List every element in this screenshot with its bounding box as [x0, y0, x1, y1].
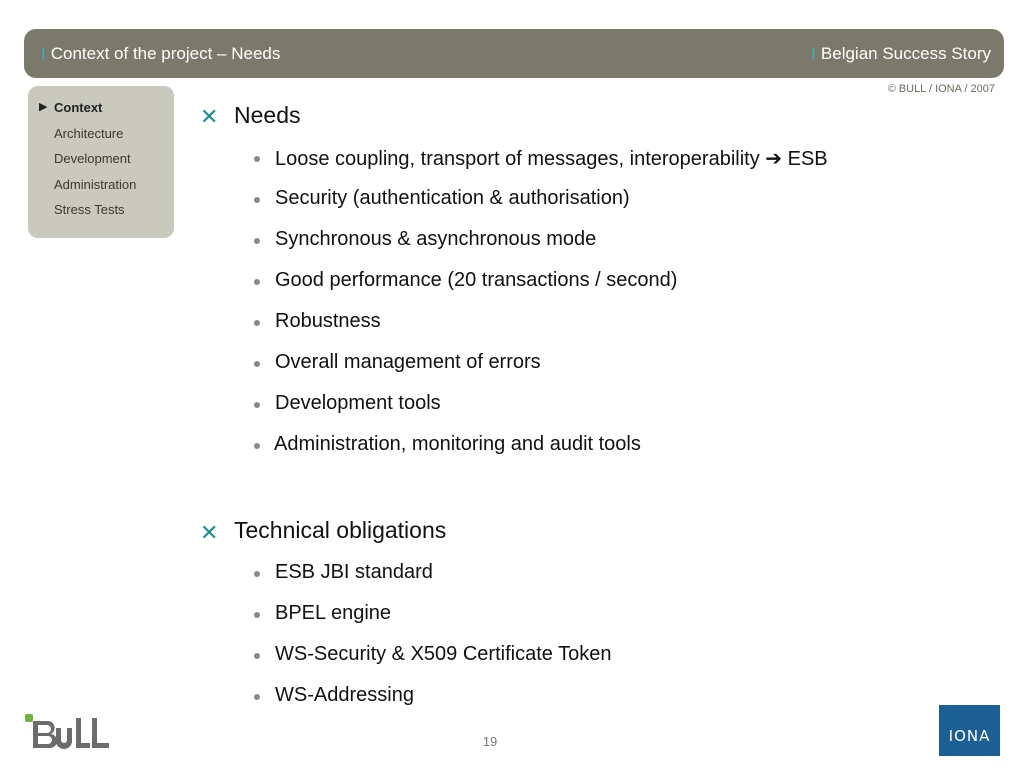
list-item: WS-Security & X509 Certificate Token	[275, 643, 612, 665]
header-bar-glyph-right: I	[811, 44, 816, 63]
bullet-dot-icon	[254, 612, 260, 618]
cross-bullet-icon: ✕	[200, 104, 219, 129]
list-item: Overall management of errors	[275, 351, 541, 373]
header-bar-glyph: I	[41, 44, 46, 63]
slide-title: Context of the project – Needs	[50, 44, 281, 63]
list-item: Loose coupling, transport of messages, interoperability ➔ ESB	[275, 148, 828, 170]
nav-item-development[interactable]: Development	[54, 151, 131, 166]
section-heading-needs: Needs	[234, 102, 301, 128]
list-item: Administration, monitoring and audit tools	[274, 433, 641, 455]
bullet-dot-icon	[254, 197, 260, 203]
page-number: 19	[482, 734, 498, 749]
copyright-notice: © BULL / IONA / 2007	[887, 83, 995, 95]
section-nav	[28, 86, 174, 238]
bullet-dot-icon	[254, 156, 260, 162]
bullet-dot-icon	[254, 653, 260, 659]
list-item: Security (authentication & authorisation)	[275, 187, 630, 209]
header-bar	[24, 29, 1004, 78]
cross-bullet-icon: ✕	[200, 520, 219, 545]
list-item: Synchronous & asynchronous mode	[275, 228, 597, 250]
bullet-dot-icon	[254, 443, 260, 449]
current-section-arrow-icon: ▶	[39, 101, 48, 113]
nav-item-stress-tests[interactable]: Stress Tests	[54, 202, 125, 217]
bullet-dot-icon	[254, 402, 260, 408]
bullet-dot-icon	[254, 238, 260, 244]
iona-logo-icon: IONA	[939, 705, 1000, 756]
list-item: Development tools	[275, 392, 441, 414]
list-item: Good performance (20 transactions / second)	[275, 269, 678, 291]
right-arrow-icon: ➔	[765, 148, 783, 170]
bullet-dot-icon	[254, 279, 260, 285]
list-item: Robustness	[275, 310, 381, 332]
bullet-dot-icon	[254, 694, 260, 700]
nav-item-administration[interactable]: Administration	[54, 177, 137, 192]
list-item: WS-Addressing	[275, 684, 414, 706]
header-left	[41, 44, 280, 64]
bullet-dot-icon	[254, 361, 260, 367]
bull-logo-icon	[24, 713, 112, 751]
section-heading-technical-obligations: Technical obligations	[234, 517, 447, 543]
list-item: BPEL engine	[275, 602, 392, 624]
header-right	[811, 44, 991, 64]
bullet-dot-icon	[254, 571, 260, 577]
nav-item-architecture[interactable]: Architecture	[54, 126, 124, 141]
nav-item-context[interactable]: Context	[54, 100, 103, 115]
list-item: ESB JBI standard	[275, 561, 433, 583]
bullet-dot-icon	[254, 320, 260, 326]
presentation-title: Belgian Success Story	[820, 44, 991, 63]
